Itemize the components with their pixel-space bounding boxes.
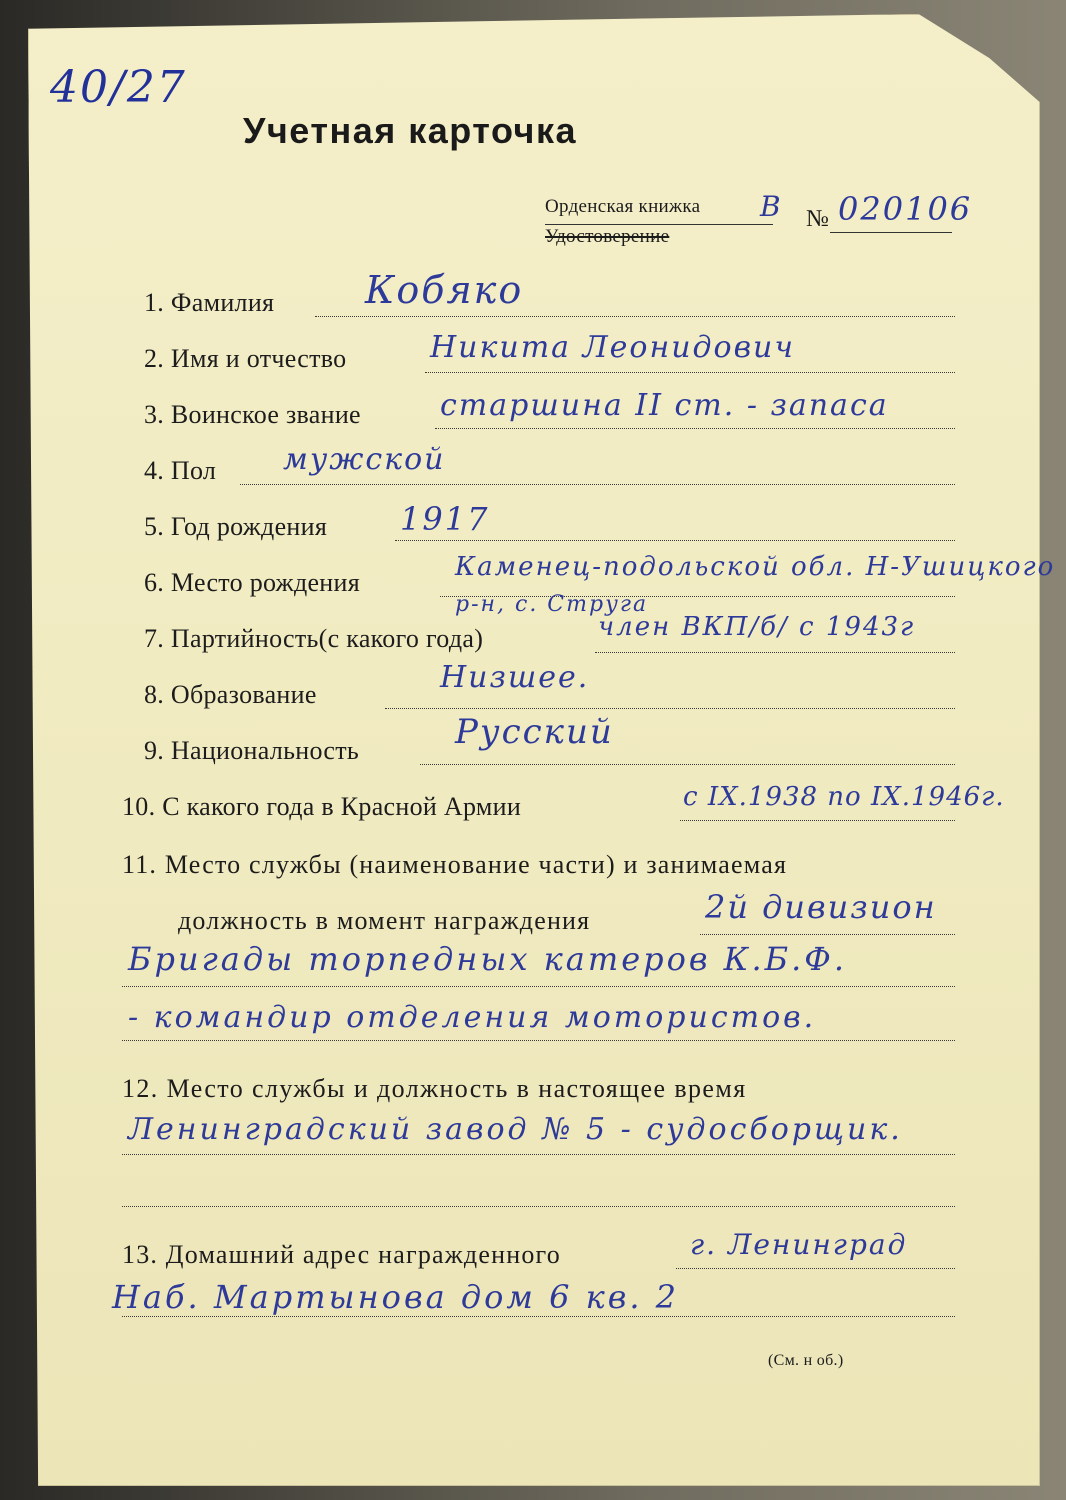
field-11-line-2 [122,986,955,987]
field-5-line [395,540,955,541]
field-11-value-1: 2й дивизион [705,888,937,926]
field-4-label: 4. Пол [144,456,217,485]
book-number: 020106 [838,190,973,228]
field-3-value: старшина II ст. - запаса [440,388,889,423]
field-12-line-2 [122,1206,955,1207]
field-13-value-1: г. Ленинград [690,1228,908,1261]
field-5-label: 5. Год рождения [144,512,328,541]
header-underline [545,224,773,225]
field-7-label: 7. Партийность(с какого года) [144,624,484,653]
field-11-label-cont: должность в момент награждения [178,906,591,935]
field-13-value-2: Наб. Мартынова дом 6 кв. 2 [112,1278,680,1316]
field-7-line [595,652,955,653]
field-3-line [435,428,955,429]
field-8-label: 8. Образование [144,680,317,709]
field-9-value: Русский [455,712,614,752]
field-9-label: 9. Национальность [144,736,360,765]
field-11-value-2: Бригады торпедных катеров К.Б.Ф. [128,940,848,978]
book-series: В [760,190,783,223]
field-2-value: Никита Леонидович [430,330,796,365]
field-12-label: 12. Место службы и должность в настоящее время [122,1074,747,1103]
certificate-label: Удостоверение [545,226,670,247]
field-13-line-1 [676,1268,955,1269]
archive-mark: 40/27 [50,62,187,113]
field-13-line-2 [122,1316,955,1317]
field-1-label: 1. Фамилия [144,288,275,317]
field-4-line [240,484,955,485]
field-13-label: 13. Домашний адрес награжденного [122,1240,561,1269]
field-3-label: 3. Воинское звание [144,400,361,429]
see-reverse-note: (См. н об.) [768,1352,844,1369]
field-11-label: 11. Место службы (наименование части) и занимаемая [122,850,788,879]
field-11-line-1 [700,934,955,935]
field-1-line [315,316,955,317]
card-title: Учетная карточка [243,110,577,151]
field-2-line [425,372,955,373]
field-8-value: Низшее. [440,660,590,695]
field-4-value: мужской [283,442,446,477]
field-9-line [420,764,955,765]
field-12-value: Ленинградский завод № 5 - судосборщик. [128,1112,903,1147]
number-prefix: № [806,206,830,232]
field-11-value-3: - командир отделения мотористов. [128,1000,817,1035]
field-12-line-1 [122,1154,955,1155]
order-book-label: Орденская книжка [545,196,701,217]
field-6-value: Каменец-подольской обл. Н-Ушицкого [455,552,1056,582]
field-8-line [385,708,955,709]
field-10-line [680,820,955,821]
field-6-label: 6. Место рождения [144,568,360,597]
number-underline [830,232,952,233]
field-1-value: Кобяко [365,268,524,312]
field-2-label: 2. Имя и отчество [144,344,347,373]
field-5-value: 1917 [400,500,490,538]
field-6-value-cont: р-н, с. Струга [455,592,649,617]
field-10-value: с IX.1938 по IX.1946г. [683,782,1005,812]
field-7-value: член ВКП/б/ с 1943г [598,612,916,642]
field-10-label: 10. С какого года в Красной Армии [122,792,522,821]
field-11-line-3 [122,1040,955,1041]
